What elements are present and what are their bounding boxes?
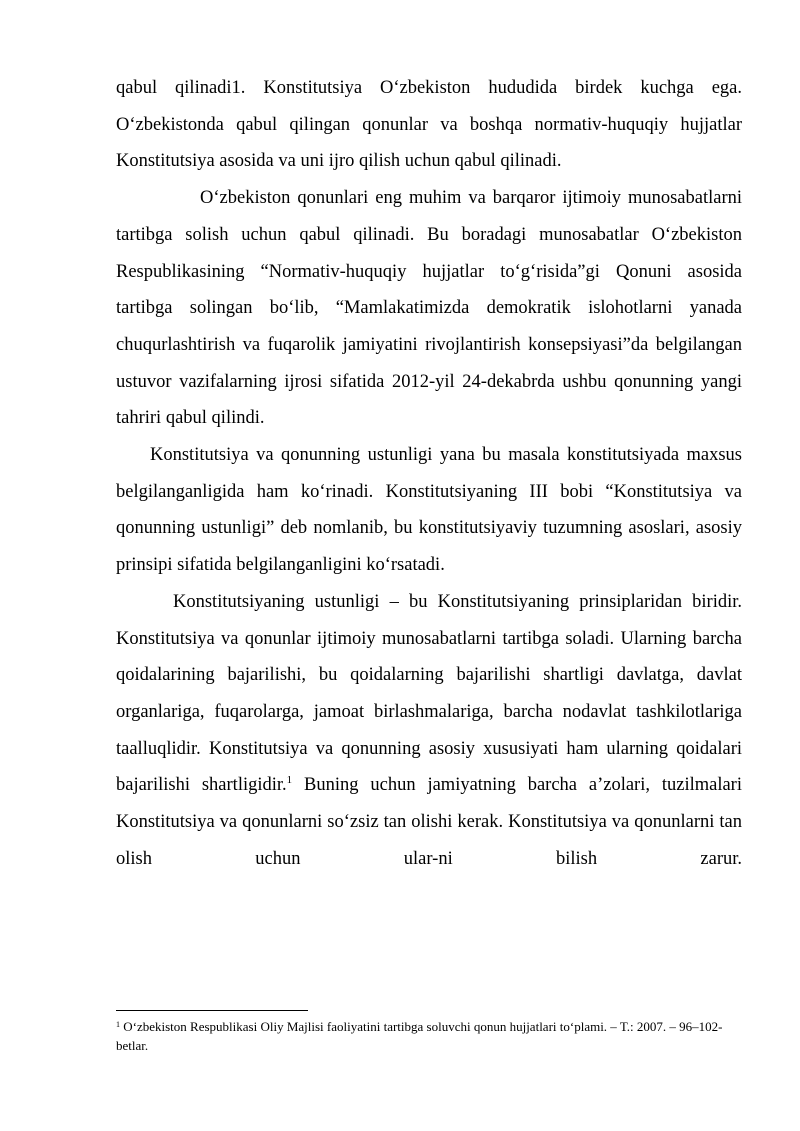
paragraph-4-text-before: Konstitutsiyaning ustunligi – bu Konstitutsiyaning prinsiplaridan biridir. Konstitutsiya va qonunlar ijtimoiy munosabatlarni tartibga soladi. Ularning barcha qoidalarining bajarilishi, bu qoidalarning bajarilishi shartligi davlatga, davlat organlariga, fuqarolarga, jamoat birlashmalariga, barcha nodavlat tashkilotlariga taalluqlidir. Konstitutsiya va qonunning asosiy xususiyati ham ularning qoidalari bajarilishi shartligidir. bbox=[116, 591, 742, 796]
page-body bbox=[116, 70, 742, 877]
footnote-reference[interactable]: 1 bbox=[286, 774, 293, 787]
paragraph-3: Konstitutsiya va qonunning ustunligi yana bu masala konstitutsiyada maxsus belgilanganligida ham ko‘rinadi. Konstitutsiyaning III bobi “Konstitutsiya va qonunning ustunligi” deb nomlanib, bu konstitutsiyaviy tuzumning asoslari, asosiy prinsipi sifatida belgilanganligini ko‘rsatadi. bbox=[116, 445, 742, 576]
footnote bbox=[116, 1017, 742, 1055]
paragraph-1: qabul qilinadi1. Konstitutsiya O‘zbekiston hududida birdek kuchga ega. O‘zbekistonda qabul qilingan qonunlar va boshqa normativ-huquqiy hujjatlar Konstitutsiya asosida va uni ijro qilish uchun qabul qilinadi. bbox=[116, 78, 742, 172]
paragraph-4 bbox=[116, 584, 742, 878]
footnote-mark: 1 bbox=[116, 1020, 120, 1029]
footnote-text: O‘zbekiston Respublikasi Oliy Majlisi faoliyatini tartibga soluvchi qonun hujjatlari to‘plami. – T.: 2007. – 96–102-betlar. bbox=[116, 1019, 723, 1053]
paragraph-4-text-after: Buning uchun jamiyatning barcha a’zolari, tuzilmalari Konstitutsiya va qonunlarni so‘zsiz tan olishi kerak. Konstitutsiya va qonunlarni tan olish uchun ular-ni bilish zarur. bbox=[116, 775, 742, 869]
footnote-separator bbox=[116, 1010, 308, 1011]
paragraph-2: O‘zbekiston qonunlari eng muhim va barqaror ijtimoiy munosabatlarni tartibga solish uchun qabul qilinadi. Bu boradagi munosabatlar O‘zbekiston Respublikasining “Normativ-huquqiy hujjatlar to‘g‘risida”gi Qonuni asosida tartibga solingan bo‘lib, “Mamlakatimizda demokratik islohotlarni yanada chuqurlashtirish va fuqarolik jamiyatini rivojlantirish konsepsiyasi”da belgilangan ustuvor vazifalarning ijrosi sifatida 2012-yil 24-dekabrda ushbu qonunning yangi tahriri qabul qilindi. bbox=[116, 188, 742, 429]
